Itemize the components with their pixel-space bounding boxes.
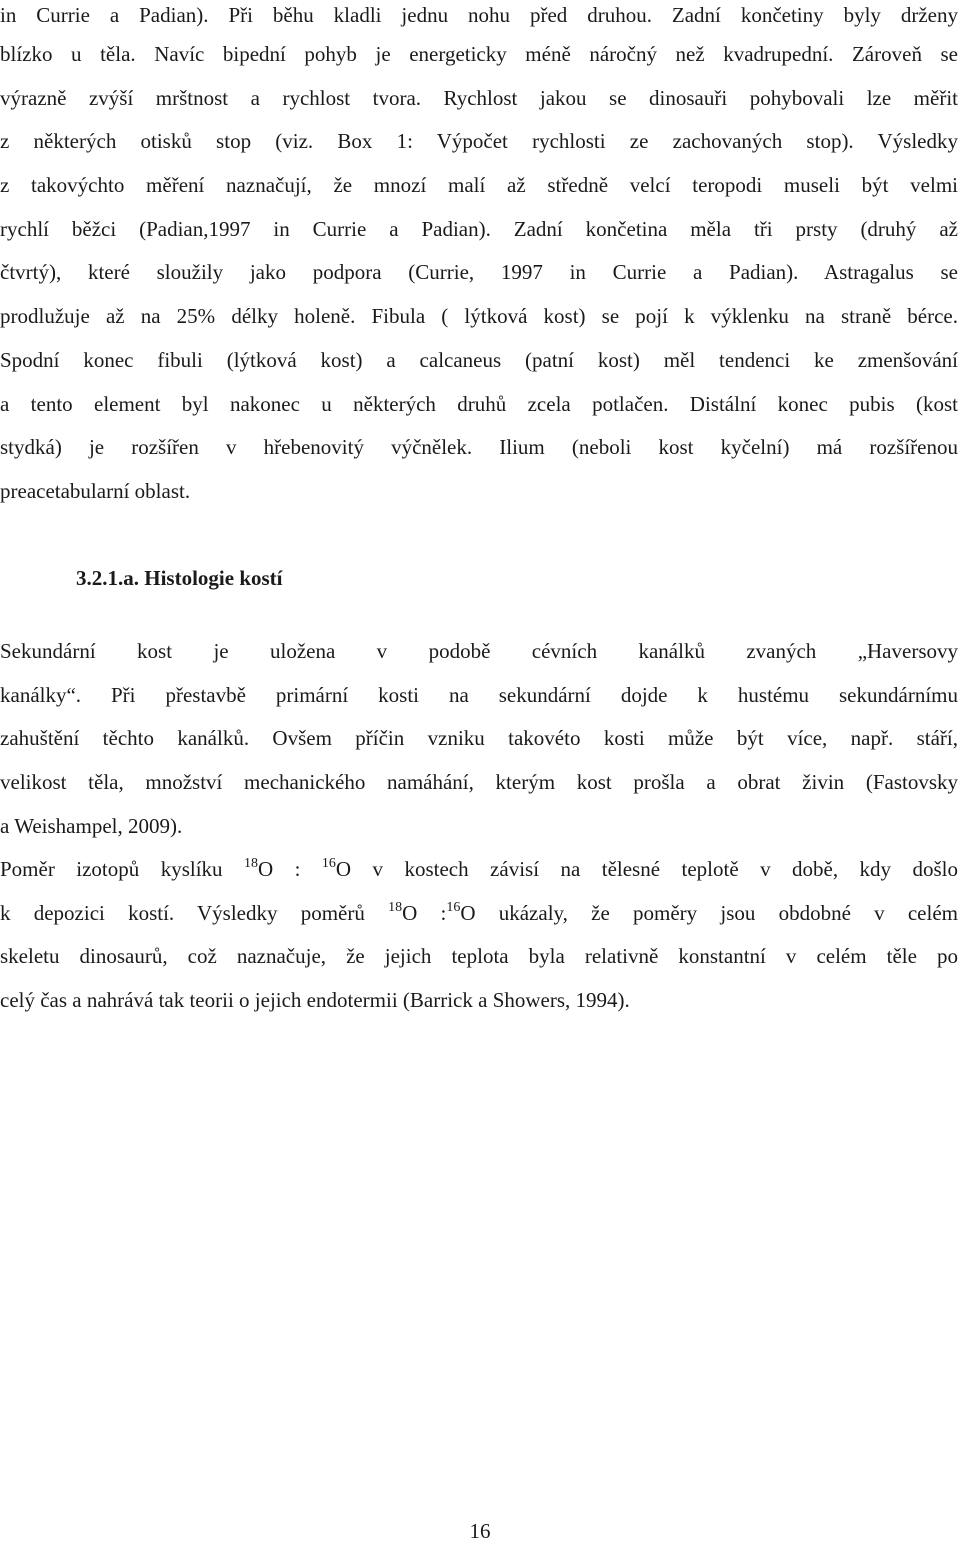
paragraph-line-isotope <box>0 854 958 884</box>
paragraph-line: z některých otisků stop (viz. Box 1: Výpočet rychlosti ze zachovaných stop). Výsledky <box>0 129 958 153</box>
paragraph-line: blízko u těla. Navíc bipední pohyb je energeticky méně náročný než kvadrupední. Zároveň se <box>0 42 958 66</box>
paragraph-line: Sekundární kost je uložena v podobě cévních kanálků zvaných „Haversovy <box>0 639 958 663</box>
paragraph-line: z takovýchto měření naznačují, že mnozí malí až středně velcí teropodi museli být velmi <box>0 173 958 197</box>
text-segment: O v kostech závisí na tělesné teplotě v době, kdy došlo <box>335 857 958 881</box>
paragraph-line: zahuštění těchto kanálků. Ovšem příčin vzniku takovéto kosti může být více, např. stáří, <box>0 726 958 750</box>
paragraph-line: a Weishampel, 2009). <box>0 814 183 838</box>
paragraph-line: preacetabularní oblast. <box>0 479 191 503</box>
paragraph-line: velikost těla, množství mechanického namáhání, kterým kost prošla a obrat živin (Fastovsky <box>0 770 958 794</box>
text-segment: O : <box>258 857 322 881</box>
isotope-superscript: 16 <box>321 856 336 871</box>
page-number: 16 <box>469 1519 491 1543</box>
paragraph-line: Spodní konec fibuli (lýtková kost) a calcaneus (patní kost) měl tendenci ke zmenšování <box>0 348 958 372</box>
text-segment: Poměr izotopů kyslíku <box>0 857 223 881</box>
isotope-superscript: 16 <box>446 900 461 915</box>
paragraph-line: kanálky“. Při přestavbě primární kosti na sekundární dojde k hustému sekundárnímu <box>0 683 958 707</box>
isotope-superscript: 18 <box>388 900 403 915</box>
paragraph-line: stydká) je rozšířen v hřebenovitý výčnělek. Ilium (neboli kost kyčelní) má rozšířenou <box>0 435 958 459</box>
paragraph-line: rychlí běžci (Padian,1997 in Currie a Padian). Zadní končetina měla tři prsty (druhý až <box>0 217 958 241</box>
paragraph-line: výrazně zvýší mrštnost a rychlost tvora. Rychlost jakou se dinosauři pohybovali lze měřit <box>0 86 958 110</box>
text-segment: k depozici kostí. Výsledky poměrů <box>0 901 365 925</box>
paragraph-line-isotope <box>0 898 958 928</box>
paragraph-line: a tento element byl nakonec u některých druhů zcela potlačen. Distální konec pubis (kost <box>0 392 958 416</box>
text-segment: O : <box>402 901 447 925</box>
isotope-superscript: 18 <box>244 856 259 871</box>
paragraph-line: prodlužuje až na 25% délky holeně. Fibula ( lýtková kost) se pojí k výklenku na straně bérce. <box>0 304 958 328</box>
paragraph-line: celý čas a nahrává tak teorii o jejich endotermii (Barrick a Showers, 1994). <box>0 988 630 1012</box>
paragraph-line: čtvrtý), které sloužily jako podpora (Currie, 1997 in Currie a Padian). Astragalus se <box>0 260 958 284</box>
section-heading: 3.2.1.a. Histologie kostí <box>76 566 283 590</box>
paragraph-line: in Currie a Padian). Při běhu kladli jednu nohu před druhou. Zadní končetiny byly drženy <box>0 3 958 27</box>
text-segment: O ukázaly, že poměry jsou obdobné v celém <box>460 901 958 925</box>
paragraph-line: skeletu dinosaurů, což naznačuje, že jejich teplota byla relativně konstantní v celém těle po <box>0 944 958 968</box>
